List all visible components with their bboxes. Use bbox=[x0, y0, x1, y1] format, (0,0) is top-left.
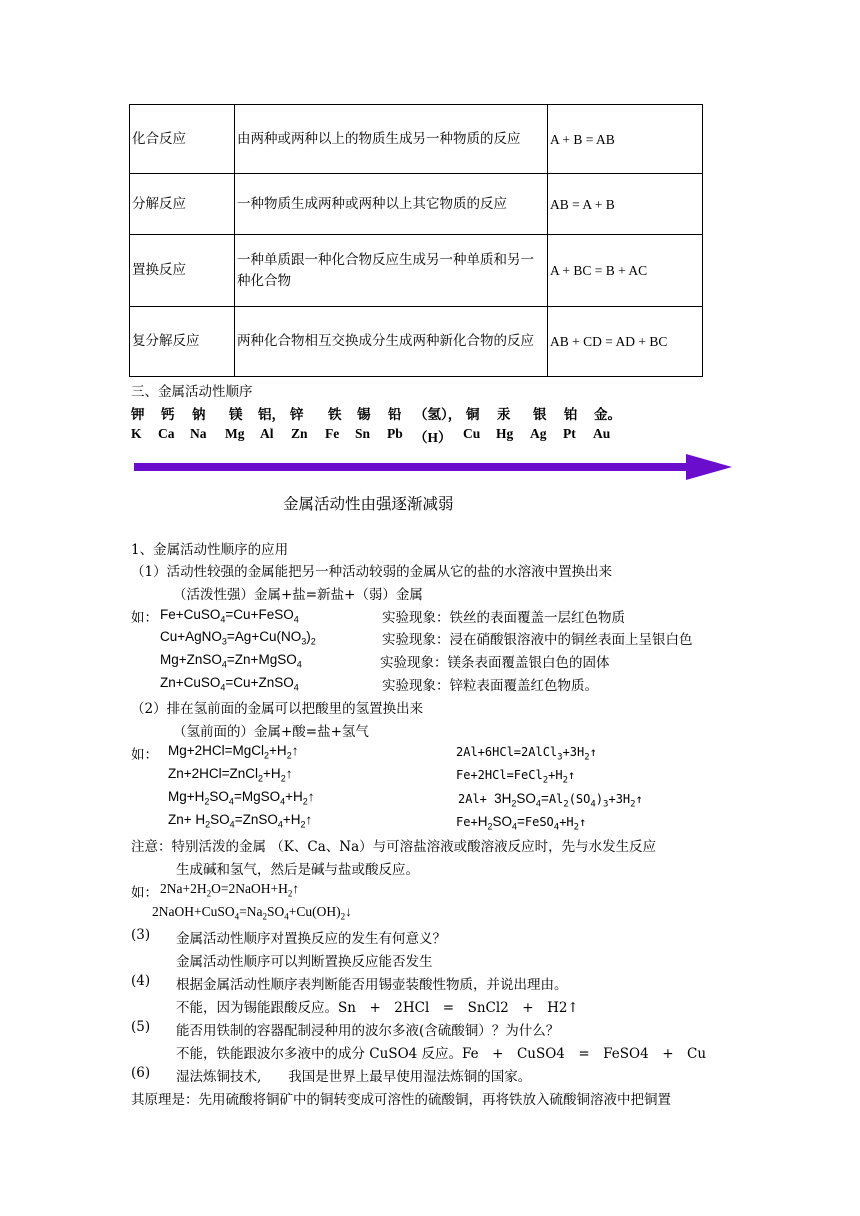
observation: 实验现象：铁丝的表面覆盖一层红色物质 bbox=[382, 610, 625, 626]
metal-cn: 锌 bbox=[290, 407, 304, 422]
equation: $Zn+2HCl=ZnCl_2+H_2↑$ bbox=[168, 766, 293, 784]
question: 根据金属活动性顺序表判断能否用锡壶装酸性物质，并说出理由。 bbox=[176, 977, 568, 993]
metal-symbol: Ca bbox=[158, 426, 175, 441]
paragraph: 其原理是：先用硫酸将铜矿中的铜转变成可溶性的硫酸铜，再将铁放入硫酸铜溶液中把铜置 bbox=[131, 1092, 671, 1108]
table-row bbox=[130, 174, 703, 235]
reaction-name: 化合反应 bbox=[130, 105, 235, 174]
rule-1: （1）活动性较强的金属能把另一种活动较弱的金属从它的盐的水溶液中置换出来 bbox=[131, 564, 613, 580]
answer: 金属活动性顺序可以判断置换反应能否发生 bbox=[176, 954, 433, 970]
example-prefix: 如： bbox=[131, 885, 158, 901]
reaction-formula: A + B = AB bbox=[548, 105, 703, 174]
metal-cn: 锡 bbox=[357, 407, 371, 422]
question-number: (6) bbox=[131, 1065, 151, 1081]
rule-1-formula: （活泼性强）金属+盐=新盐+（弱）金属 bbox=[173, 587, 423, 603]
equation: $Cu+AgNO_3=Ag+Cu(NO_3)_2$ bbox=[160, 629, 316, 647]
metal-cn: 钾 bbox=[131, 407, 145, 422]
metal-cn: 铜 bbox=[466, 407, 480, 422]
question: 金属活动性顺序对置换反应的发生有何意义？ bbox=[176, 931, 446, 947]
reaction-formula: AB = A + B bbox=[548, 174, 703, 235]
metal-symbol: Fe bbox=[325, 426, 340, 441]
arrow-caption: 金属活动性由强逐渐减弱 bbox=[283, 495, 454, 513]
metal-symbol: Zn bbox=[291, 426, 308, 441]
reaction-types-table bbox=[129, 104, 703, 377]
reaction-description: 一种单质跟一种化合物反应生成另一种单质和另一种化合物 bbox=[235, 235, 548, 307]
arrow-shaft bbox=[134, 463, 694, 471]
equation: Mg+ZnSO$_4$=Zn+MgSO$_4$ bbox=[160, 652, 302, 670]
reaction-name: 分解反应 bbox=[130, 174, 235, 235]
equation: Zn+CuSO$_4$=Cu+ZnSO$_4$ bbox=[160, 675, 299, 693]
question: 湿法炼铜技术, 我国是世界上最早使用湿法炼铜的国家。 bbox=[176, 1069, 532, 1085]
equation: $2Al+ 3H_2SO_4=Al_2(SO_4)_3+3H_2↑$ bbox=[458, 791, 643, 810]
metal-symbol: Mg bbox=[225, 426, 245, 441]
observation: 实验现象：浸在硝酸银溶液中的铜丝表面上呈银白色 bbox=[382, 632, 693, 648]
metal-symbol: Hg bbox=[496, 426, 514, 441]
metal-symbol: Na bbox=[190, 426, 207, 441]
metal-cn: 银 bbox=[533, 407, 547, 422]
rule-2-formula: （氢前面的）金属+酸=盐+氢气 bbox=[173, 724, 369, 740]
metal-symbol: Au bbox=[593, 426, 611, 441]
activity-arrow bbox=[130, 452, 735, 482]
note: 注意：特别活泼的金属 （K、Ca、Na）与可溶盐溶液或酸溶液反应时，先与水发生反应 bbox=[131, 839, 657, 855]
table-row bbox=[130, 235, 703, 307]
metal-symbol: Sn bbox=[355, 426, 371, 441]
answer: 不能，铁能跟波尔多液中的成分 CuSO4 反应。Fe + CuSO4 = FeSO4 + Cu bbox=[176, 1046, 707, 1062]
metal-symbol: （H） bbox=[414, 430, 452, 445]
rule-2: （2）排在氢前面的金属可以把酸里的氢置换出来 bbox=[131, 701, 424, 717]
section-title: 三、金属活动性顺序 bbox=[131, 384, 253, 400]
observation: 实验现象：锌粒表面覆盖红色物质。 bbox=[382, 678, 598, 694]
example-prefix: 如： bbox=[131, 610, 158, 626]
reaction-description: 由两种或两种以上的物质生成另一种物质的反应 bbox=[235, 105, 548, 174]
equation: Fe+CuSO$_4$=Cu+FeSO$_4$ bbox=[160, 607, 299, 625]
table-row bbox=[130, 307, 703, 377]
question-number: (5) bbox=[131, 1019, 151, 1035]
question-number: (3) bbox=[131, 927, 151, 943]
reaction-formula: A + BC = B + AC bbox=[548, 235, 703, 307]
equation: $2Na+2H_2O=2NaOH+H_2↑$ bbox=[160, 881, 300, 899]
metal-symbol: Ag bbox=[530, 426, 547, 441]
equation: $2NaOH+CuSO_4=Na_2SO_4+Cu(OH)_2↓$ bbox=[152, 904, 352, 922]
question-number: (4) bbox=[131, 973, 151, 989]
observation: 实验现象：镁条表面覆盖银白色的固体 bbox=[380, 655, 610, 671]
metal-cn: 铁 bbox=[328, 407, 342, 422]
reaction-description: 两种化合物相互交换成分生成两种新化合物的反应 bbox=[235, 307, 548, 377]
metal-cn: 汞 bbox=[497, 407, 511, 422]
question: 能否用铁制的容器配制浸种用的波尔多液(含硫酸铜）？为什么？ bbox=[176, 1023, 560, 1039]
equation: $2Al+6HCl=2AlCl_3+3H_2↑$ bbox=[456, 745, 597, 763]
reaction-name: 复分解反应 bbox=[130, 307, 235, 377]
metal-cn: 钙 bbox=[161, 407, 175, 422]
application-title: 1、金属活动性顺序的应用 bbox=[131, 542, 289, 558]
metal-cn: 镁 bbox=[229, 407, 243, 422]
example-prefix: 如： bbox=[131, 747, 158, 763]
reaction-formula: AB + CD = AD + BC bbox=[548, 307, 703, 377]
metal-cn: 金。 bbox=[594, 407, 621, 422]
answer: 不能，因为锡能跟酸反应。Sn + 2HCl = SnCl2 + H2↑ bbox=[176, 1000, 579, 1016]
equation: $Fe+2HCl=FeCl_2+H_2↑$ bbox=[456, 768, 576, 786]
equation: $Zn+ H_2SO_4=ZnSO_4+H_2↑$ bbox=[168, 812, 313, 830]
metal-symbol: Al bbox=[260, 426, 274, 441]
note-continued: 生成碱和氢气，然后是碱与盐或酸反应。 bbox=[176, 862, 419, 878]
metal-symbol: Pt bbox=[563, 426, 576, 441]
reaction-description: 一种物质生成两种或两种以上其它物质的反应 bbox=[235, 174, 548, 235]
metal-cn: 铝， bbox=[258, 407, 285, 422]
equation: $Mg+2HCl=MgCl_2+H_2↑$ bbox=[168, 743, 299, 761]
arrow-head bbox=[686, 454, 732, 480]
metal-cn: 钠 bbox=[192, 407, 206, 422]
equation: $Fe+H_2SO_4=FeSO_4+H_2↑$ bbox=[456, 814, 587, 833]
metal-cn: 铅 bbox=[388, 407, 402, 422]
metal-symbol: Cu bbox=[463, 426, 481, 441]
equation: $Mg+H_2SO_4=MgSO_4+H_2↑$ bbox=[168, 789, 315, 807]
reaction-name: 置换反应 bbox=[130, 235, 235, 307]
metal-cn: 铂 bbox=[564, 407, 578, 422]
metal-symbol: K bbox=[131, 426, 142, 441]
metal-cn: （氢）， bbox=[414, 407, 462, 422]
metal-symbol: Pb bbox=[387, 426, 403, 441]
table-row bbox=[130, 105, 703, 174]
